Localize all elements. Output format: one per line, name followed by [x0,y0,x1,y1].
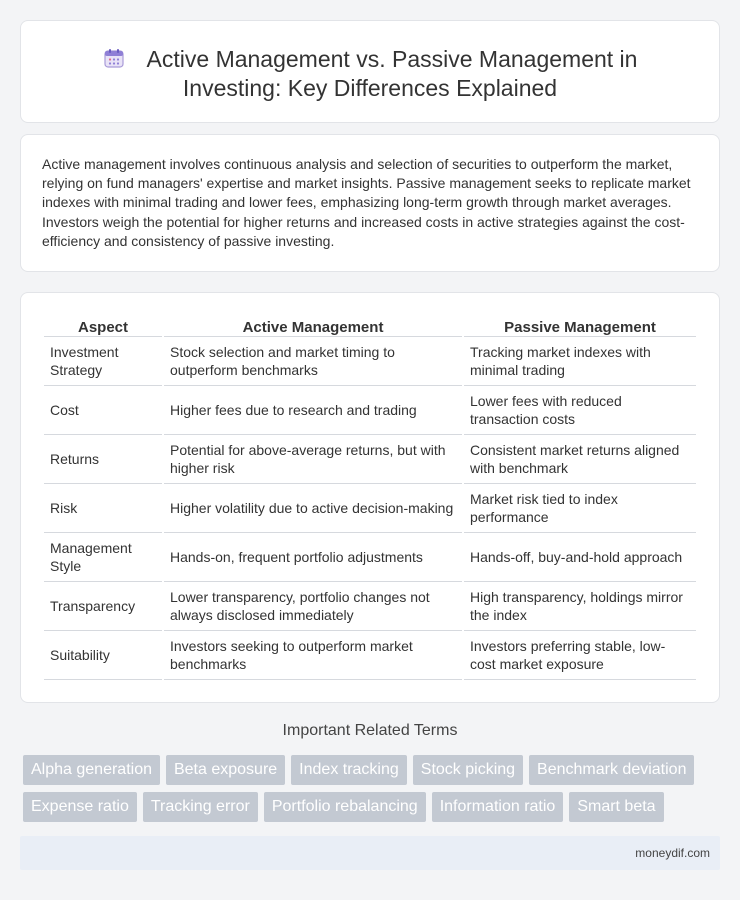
cell-active: Higher volatility due to active decision-making [164,484,462,533]
cell-aspect: Management Style [44,533,162,582]
tag-expense-ratio[interactable]: Expense ratio [23,792,137,822]
table-header-row [44,315,696,337]
cell-passive: Investors preferring stable, low-cost market exposure [464,631,696,680]
table-row [44,435,696,484]
cell-active: Higher fees due to research and trading [164,386,462,435]
tag-information-ratio[interactable]: Information ratio [432,792,564,822]
tag-beta-exposure[interactable]: Beta exposure [166,755,285,785]
page-title [21,45,719,103]
title-line-1: Active Management vs. Passive Management in [146,46,638,72]
cell-aspect: Returns [44,435,162,484]
table-row [44,386,696,435]
cell-aspect: Transparency [44,582,162,631]
tag-benchmark-deviation[interactable]: Benchmark deviation [529,755,694,785]
cell-passive: Consistent market returns aligned with benchmark [464,435,696,484]
intro-card [20,134,720,272]
header-aspect: Aspect [44,315,162,337]
tag-tracking-error[interactable]: Tracking error [143,792,258,822]
title-card [20,20,720,123]
header-active: Active Management [164,315,462,337]
comparison-table [42,315,698,680]
cell-passive: Tracking market indexes with minimal trading [464,337,696,386]
footer-site[interactable]: moneydif.com [635,846,710,860]
cell-passive: High transparency, holdings mirror the index [464,582,696,631]
footer [20,836,720,870]
table-row [44,484,696,533]
title-line-2: Investing: Key Differences Explained [182,75,558,101]
tag-stock-picking[interactable]: Stock picking [413,755,523,785]
table-row [44,631,696,680]
cell-passive: Lower fees with reduced transaction costs [464,386,696,435]
intro-paragraph: Active management involves continuous analysis and selection of securities to outperform the market, relying on fund managers' expertise and market insights. Passive management seeks to replicate market indexes with minimal trading and lower fees, emphasizing long-term growth through market averages. Investors weigh the potential for higher returns and increased costs in active strategies against the cost-efficiency and consistency of passive investing. [42,156,691,249]
cell-active: Stock selection and market timing to outperform benchmarks [164,337,462,386]
cell-active: Lower transparency, portfolio changes not always disclosed immediately [164,582,462,631]
tag-smart-beta[interactable]: Smart beta [569,792,663,822]
cell-aspect: Risk [44,484,162,533]
cell-active: Potential for above-average returns, but with higher risk [164,435,462,484]
header-passive: Passive Management [464,315,696,337]
cell-active: Investors seeking to outperform market benchmarks [164,631,462,680]
related-terms-list [23,755,723,829]
tag-alpha-generation[interactable]: Alpha generation [23,755,160,785]
tag-row [23,792,723,822]
cell-aspect: Suitability [44,631,162,680]
tag-index-tracking[interactable]: Index tracking [291,755,407,785]
comparison-table-card [20,292,720,703]
calendar-icon [103,47,125,69]
table-row [44,337,696,386]
tag-row [23,755,723,785]
cell-aspect: Investment Strategy [44,337,162,386]
table-row [44,533,696,582]
related-terms-heading: Important Related Terms [282,722,458,739]
table-row [44,582,696,631]
cell-active: Hands-on, frequent portfolio adjustments [164,533,462,582]
cell-passive: Market risk tied to index performance [464,484,696,533]
cell-aspect: Cost [44,386,162,435]
cell-passive: Hands-off, buy-and-hold approach [464,533,696,582]
tag-portfolio-rebalancing[interactable]: Portfolio rebalancing [264,792,426,822]
